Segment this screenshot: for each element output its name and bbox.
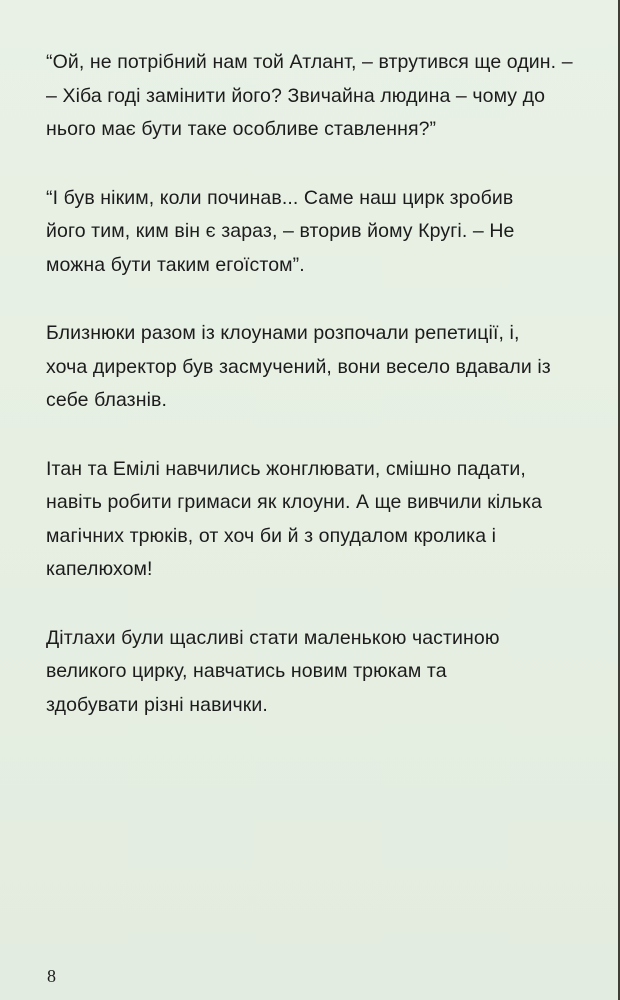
text-line: нього має бути таке особливе ставлення?” bbox=[46, 118, 437, 140]
text-line: можна бути таким егоїстом”. bbox=[46, 253, 305, 276]
text-line: хоча директор був засмучений, вони весело вдавали із bbox=[46, 355, 551, 378]
paragraph-4 bbox=[46, 453, 618, 587]
text-line: Дітлахи були щасливі стати маленькою частиною bbox=[46, 626, 500, 649]
text-line: “І був ніким, коли починав... Саме наш цирк зробив bbox=[46, 186, 514, 209]
text-line: великого цирку, навчатись новим трюкам та bbox=[46, 660, 447, 682]
text-line: здобувати різні навички. bbox=[46, 693, 268, 716]
paragraph-2 bbox=[46, 182, 618, 283]
text-line: Близнюки разом із клоунами розпочали репетиції, і, bbox=[46, 322, 520, 344]
text-line: навіть робити гримаси як клоуни. А ще вивчили кілька bbox=[46, 491, 543, 513]
paragraph-5 bbox=[46, 622, 618, 723]
text-line: капелюхом! bbox=[46, 558, 153, 580]
text-line: його тим, ким він є зараз, – вторив йому Кругі. – Не bbox=[46, 220, 515, 242]
page-number: 8 bbox=[47, 966, 56, 986]
text-line: себе блазнів. bbox=[46, 389, 168, 411]
text-line: магічних трюків, от хоч би й з опудалом кролика і bbox=[46, 524, 497, 547]
text-line: – Хіба годі замінити його? Звичайна людина – чому до bbox=[46, 84, 546, 107]
paragraph-1 bbox=[46, 46, 618, 147]
paragraph-3 bbox=[46, 317, 618, 418]
text-line: Ітан та Емілі навчились жонглювати, смішно падати, bbox=[46, 457, 526, 480]
text-line: “Ой, не потрібний нам той Атлант, – втрутився ще один. – bbox=[46, 51, 573, 73]
story-text bbox=[46, 46, 618, 757]
